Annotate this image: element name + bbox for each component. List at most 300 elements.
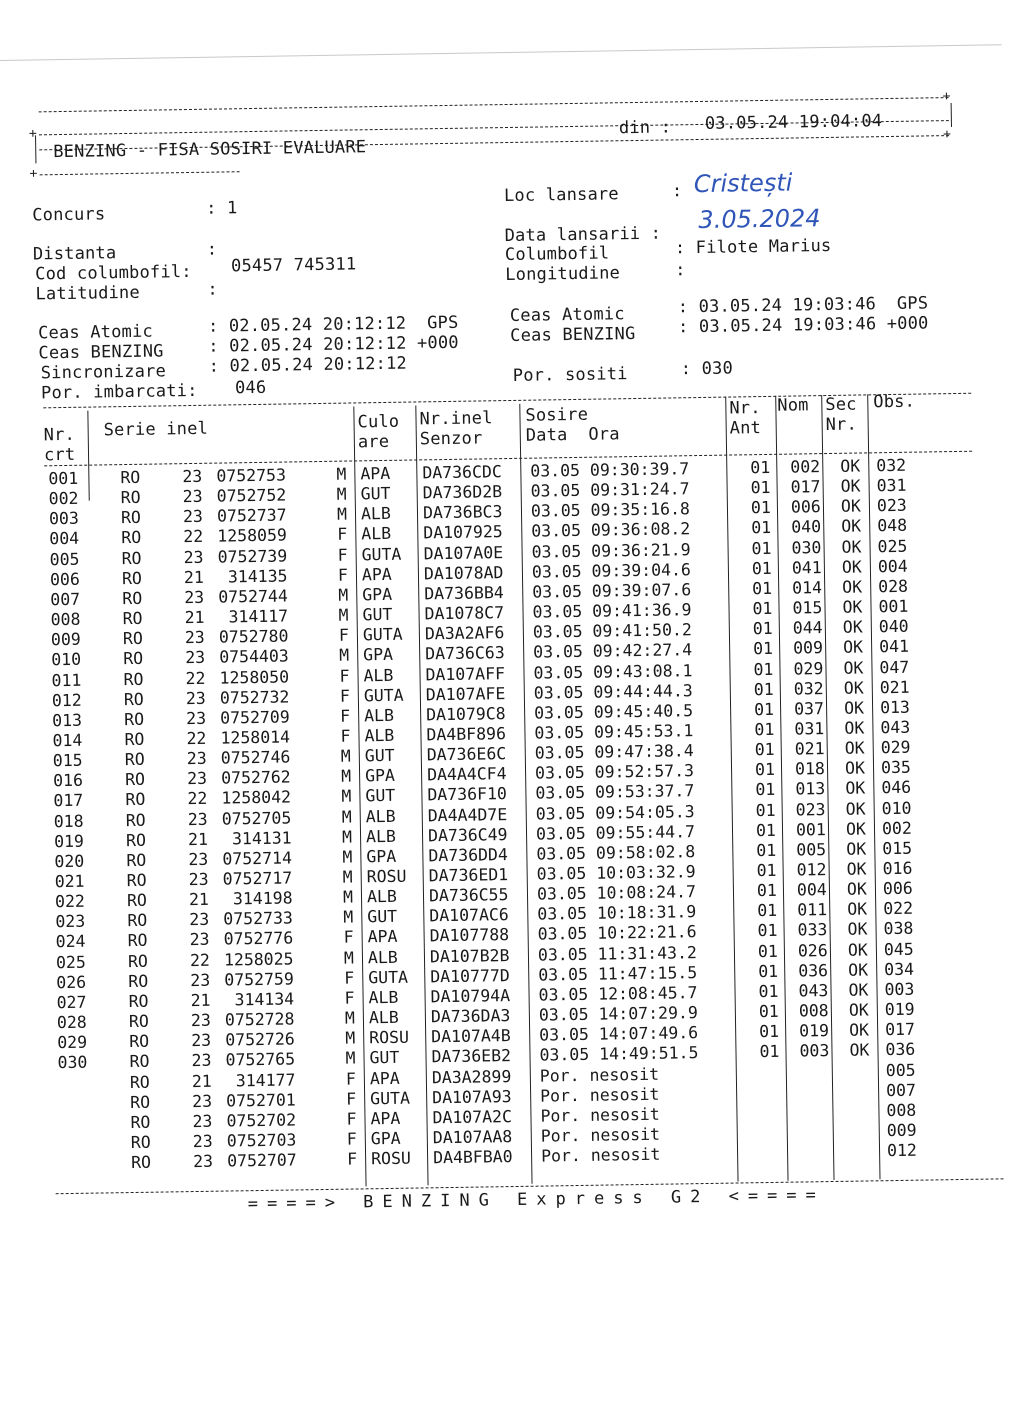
cell-color: ALB	[361, 524, 392, 544]
cell-nr: 007	[50, 589, 81, 610]
cell-sex: M	[339, 645, 350, 666]
cell-color: GUT	[360, 484, 391, 504]
cell-sex: F	[345, 1069, 356, 1089]
cell-nr: 018	[53, 811, 84, 831]
cell-year: 23	[192, 1091, 213, 1111]
cell-sec: OK	[843, 637, 864, 658]
cell-year: 23	[193, 1151, 214, 1172]
cell-senzor: DA736DD4	[428, 844, 508, 866]
cell-color: GUTA	[363, 685, 404, 705]
cell-sex: F	[346, 1129, 357, 1149]
cell-year: 23	[183, 547, 204, 567]
cell-year: 23	[189, 910, 210, 930]
cell-ant: 01	[756, 840, 777, 861]
cell-senzor: DA107AA8	[432, 1126, 513, 1148]
cell-obs: 031	[876, 475, 907, 496]
cell-sex: F	[343, 927, 354, 948]
cell-sosire: 03.05 09:30:39.7	[530, 459, 690, 481]
cell-year: 21	[187, 829, 209, 849]
cell-ant: 01	[751, 518, 772, 538]
cell-nom: 001	[795, 819, 826, 840]
col-nr-inel-senzor: Nr.inel	[419, 408, 493, 430]
cell-sec: OK	[843, 698, 865, 718]
cell-sex: F	[338, 625, 349, 645]
cell-sosire: Por. nesosit	[540, 1104, 660, 1126]
cell-senzor: DA107A2C	[432, 1106, 513, 1128]
cell-obs: 048	[877, 516, 908, 536]
cell-senzor: DA107AC6	[429, 905, 509, 926]
cell-nr: 030	[57, 1053, 88, 1073]
scan-edge-line	[0, 44, 1002, 61]
cell-nr: 026	[56, 972, 87, 992]
cell-nom: 036	[798, 960, 829, 981]
cell-senzor: DA736EB2	[431, 1046, 512, 1067]
cell-ring: 0752714	[222, 848, 293, 869]
cell-obs: 012	[886, 1140, 918, 1161]
cell-obs: 015	[882, 838, 913, 859]
cell-country: RO	[128, 971, 149, 991]
cell-ant: 01	[754, 739, 775, 760]
col-nom: Nom	[777, 395, 809, 416]
cell-year: 23	[192, 1111, 213, 1131]
cell-sosire: 03.05 10:18:31.9	[537, 902, 697, 924]
cell-color: GPA	[362, 584, 393, 605]
cell-nom: 031	[794, 719, 825, 739]
cell-sex: M	[341, 807, 352, 827]
cell-country: RO	[126, 890, 148, 911]
cell-year: 23	[184, 628, 205, 648]
cell-color: ALB	[364, 705, 395, 726]
cell-ring: 314177	[225, 1069, 296, 1091]
ceas-atomic-label: Ceas Atomic	[37, 321, 154, 344]
cell-sex: M	[342, 867, 353, 887]
cell-obs: 043	[880, 717, 911, 738]
cell-ring: 0752705	[221, 808, 292, 829]
cell-sec: OK	[842, 577, 863, 597]
imbarcati-label: Por. imbarcati:	[40, 380, 198, 404]
cell-obs: 017	[885, 1019, 916, 1040]
cell-year: 21	[184, 607, 205, 628]
cell-ring: 0752753	[216, 465, 287, 486]
ceas-atomic-value: : 02.05.24 20:12:12 GPS	[207, 312, 459, 337]
cell-nom: 004	[796, 880, 827, 900]
cell-sosire: 03.05 14:07:49.6	[539, 1023, 699, 1045]
cell-senzor: DA107AFF	[425, 663, 506, 684]
cell-sosire: 03.05 09:52:57.3	[534, 761, 695, 783]
cell-nom: 006	[790, 497, 821, 517]
cell-ant: 01	[756, 881, 777, 901]
cell-ant: 01	[759, 1022, 780, 1042]
cell-color: GUTA	[368, 967, 409, 988]
report-title: BENZING - FISA SOSIRI EVALUARE	[53, 137, 367, 163]
concurs-label: Concurs	[32, 204, 106, 226]
cell-sec: OK	[845, 778, 866, 799]
cell-year: 21	[183, 567, 204, 587]
cell-sosire: 03.05 09:44:44.3	[533, 680, 693, 703]
cell-nr: 016	[53, 770, 84, 791]
cell-nr: 022	[54, 891, 86, 912]
cell-ring: 0752737	[216, 505, 287, 526]
cell-ant: 01	[754, 760, 776, 780]
data-lansarii-handwritten: 3.05.2024	[698, 204, 821, 235]
cell-year: 23	[190, 970, 211, 990]
cell-nr: 005	[49, 549, 80, 569]
cell-ring: 314198	[222, 888, 293, 909]
cell-country: RO	[121, 548, 142, 568]
cell-ring: 314135	[217, 566, 288, 587]
cell-color: GPA	[366, 846, 397, 867]
cell-ring: 0754403	[219, 646, 289, 667]
sositi-label: Por. sositi	[512, 364, 628, 386]
cell-sex: M	[336, 484, 347, 504]
cell-senzor: DA1078AD	[423, 562, 504, 584]
cell-sec: OK	[847, 919, 868, 940]
cell-nr: 028	[56, 1012, 87, 1033]
cod-columbofil-label: Cod columbofil:	[35, 261, 192, 285]
cell-year: 23	[182, 466, 203, 487]
cell-senzor: DA4A4D7E	[427, 804, 508, 825]
cell-color: GUT	[369, 1048, 400, 1068]
cell-senzor: DA1079C8	[426, 703, 506, 725]
cell-nom: 013	[795, 779, 826, 799]
cell-ring: 0752707	[226, 1150, 297, 1171]
cell-sex: F	[337, 565, 349, 585]
cell-country: RO	[124, 749, 145, 770]
cell-obs: 046	[881, 778, 912, 798]
cell-ring: 0752732	[219, 687, 290, 708]
cell-sosire: 03.05 09:55:44.7	[535, 821, 696, 844]
cell-ring: 0752703	[226, 1130, 297, 1151]
cell-sex: F	[339, 686, 350, 706]
cell-senzor: DA107A0E	[423, 542, 504, 563]
cell-nr: 017	[53, 791, 84, 811]
cell-country: RO	[123, 669, 144, 689]
cell-year: 23	[186, 769, 208, 789]
data-lansarii-label: Data lansarii :	[504, 223, 662, 247]
cell-ant: 01	[752, 598, 773, 619]
cell-year: 21	[191, 1071, 212, 1091]
cell-ant: 01	[756, 860, 777, 881]
cell-sex: M	[340, 766, 352, 786]
cell-ring: 1258025	[223, 949, 294, 970]
footer-banner: ====> BENZING Express G2 <====	[247, 1185, 825, 1215]
cell-ring: 0752752	[216, 485, 287, 506]
cell-color: ALB	[368, 987, 399, 1008]
cell-nr: 011	[51, 670, 82, 690]
cell-ant: 01	[755, 780, 776, 800]
cell-year: 23	[182, 507, 204, 527]
ceas-benzing-right-value: : 03.05.24 19:03:46 +000	[677, 313, 929, 338]
cell-senzor: DA4BFBA0	[432, 1147, 513, 1168]
cell-sosire: 03.05 09:45:40.5	[533, 700, 694, 723]
cell-country: RO	[120, 467, 141, 488]
cell-nom: 032	[793, 678, 824, 699]
cell-country: RO	[120, 508, 142, 528]
cell-sosire: 03.05 09:41:36.9	[532, 600, 692, 622]
cell-ant: 01	[754, 719, 775, 740]
header-bottom-rule	[40, 171, 240, 175]
cell-sosire: 03.05 11:47:15.5	[538, 962, 698, 985]
cell-ant: 01	[750, 457, 771, 478]
cell-sosire: 03.05 09:45:53.1	[534, 721, 694, 743]
longitudine-label: Longitudine	[505, 263, 621, 286]
cell-sec: OK	[842, 597, 863, 617]
cell-ant: 01	[759, 1042, 780, 1062]
cell-obs: 013	[879, 697, 911, 718]
cell-ring: 0752739	[217, 546, 288, 567]
cell-obs: 010	[881, 798, 912, 818]
cell-nom: 021	[794, 739, 825, 759]
cell-sosire: 03.05 09:58:02.8	[536, 841, 696, 864]
cell-ring: 0752759	[224, 969, 294, 990]
cell-country: RO	[122, 608, 143, 629]
cell-color: ALB	[367, 947, 398, 967]
cell-year: 23	[191, 1051, 212, 1071]
cell-sex: M	[345, 1028, 356, 1048]
columbofil-value: : Filote Marius	[674, 235, 832, 259]
cell-senzor: DA107A93	[432, 1086, 512, 1107]
cell-country: RO	[125, 810, 146, 830]
cell-ring: 0752702	[226, 1110, 297, 1131]
columbofil-label: Columbofil	[504, 243, 610, 266]
cell-year: 22	[185, 668, 206, 688]
cell-sosire: 03.05 11:31:43.2	[537, 942, 698, 965]
cell-senzor: DA3A2899	[431, 1066, 512, 1087]
cell-sec: OK	[840, 456, 861, 476]
cell-country: RO	[129, 1072, 150, 1092]
cell-sex: F	[344, 988, 355, 1008]
cell-ring: 314134	[224, 989, 295, 1010]
ceas-atomic-right-label: Ceas Atomic	[509, 304, 625, 326]
ceas-benzing-label: Ceas BENZING	[38, 341, 164, 364]
cell-nr: 004	[49, 529, 80, 549]
cell-color: APA	[367, 927, 398, 947]
cell-country: RO	[121, 568, 143, 588]
cell-year: 23	[184, 587, 205, 608]
cell-obs: 006	[882, 878, 913, 899]
cell-color: ALB	[360, 504, 391, 524]
cell-year: 23	[185, 648, 206, 668]
cell-ant: 01	[753, 659, 774, 679]
cell-senzor: DA3A2AF6	[424, 623, 505, 644]
cell-sosire: 03.05 09:43:08.1	[533, 660, 693, 683]
cell-sex: M	[338, 585, 349, 605]
cell-obs: 025	[877, 536, 908, 556]
cell-country: RO	[127, 911, 148, 931]
cell-obs: 004	[877, 556, 908, 576]
cell-nr: 014	[52, 730, 83, 751]
cell-nom: 041	[791, 557, 822, 578]
cell-obs: 045	[883, 939, 914, 959]
cell-sec: OK	[848, 960, 869, 980]
cell-year: 23	[189, 930, 210, 950]
cell-obs: 005	[885, 1060, 916, 1080]
cell-sex: M	[341, 827, 353, 847]
cell-nom: 018	[794, 759, 826, 779]
cell-sec: OK	[848, 980, 869, 1000]
cell-nr: 012	[51, 690, 82, 710]
cell-sex: M	[343, 948, 355, 968]
cell-sosire: 03.05 09:35:16.8	[530, 499, 691, 521]
cell-ring: 0752762	[220, 767, 291, 788]
cell-obs: 001	[878, 596, 909, 617]
col-sec-nr: Sec	[825, 394, 857, 416]
cell-nom: 012	[796, 860, 827, 880]
cell-ring: 0752780	[218, 626, 289, 647]
cell-ring: 0752728	[224, 1009, 295, 1030]
cell-senzor: DA736E6C	[426, 744, 507, 765]
cell-year: 21	[188, 889, 210, 910]
cell-color: ALB	[364, 725, 395, 746]
cell-sosire: Por. nesosit	[540, 1124, 661, 1146]
cell-nom: 003	[799, 1041, 830, 1061]
cell-obs: 047	[879, 657, 910, 677]
cell-ant: 01	[757, 921, 778, 941]
cell-sex: M	[344, 1008, 356, 1028]
cell-nom: 017	[790, 477, 821, 497]
cell-obs: 021	[879, 677, 910, 697]
cell-country: RO	[120, 487, 141, 508]
cell-obs: 023	[876, 496, 907, 516]
cell-sosire: 03.05 10:03:32.9	[536, 862, 696, 884]
cell-color: GUTA	[370, 1088, 411, 1108]
cell-ring: 1258014	[220, 727, 291, 748]
cell-ant: 01	[752, 578, 773, 599]
cell-nr: 002	[48, 488, 79, 509]
cell-senzor: DA10794A	[430, 985, 511, 1007]
cell-sosire: 03.05 09:54:05.3	[535, 801, 695, 824]
cell-year: 23	[185, 688, 206, 708]
cell-ring: 314117	[218, 606, 289, 627]
print-date-value: 03.05.24 19:04:04	[704, 111, 883, 134]
cell-sosire: 03.05 09:39:07.6	[532, 580, 692, 602]
cell-country: RO	[128, 991, 149, 1011]
cell-sec: OK	[848, 1000, 869, 1020]
cell-sec: OK	[847, 940, 868, 960]
cell-sosire: Por. nesosit	[539, 1064, 660, 1086]
cell-nom: 030	[791, 537, 822, 558]
cell-year: 23	[188, 849, 209, 869]
cell-country: RO	[125, 830, 147, 850]
cell-sec: OK	[841, 537, 862, 557]
cell-obs: 040	[878, 616, 909, 637]
cell-nom: 005	[796, 839, 827, 860]
imbarcati-value: 046	[234, 377, 267, 399]
cell-sec: OK	[844, 738, 865, 758]
cell-year: 23	[187, 809, 208, 829]
cell-nom: 008	[798, 1001, 829, 1021]
cell-color: APA	[369, 1068, 400, 1088]
cell-year: 23	[182, 486, 203, 507]
cell-nr: 024	[55, 932, 86, 952]
cell-sosire: 03.05 14:49:51.5	[539, 1043, 699, 1065]
concurs-value: : 1	[206, 198, 238, 219]
cell-sec: OK	[844, 718, 865, 738]
cell-sosire: Por. nesosit	[540, 1144, 661, 1166]
cell-nom: 009	[793, 638, 824, 658]
cell-color: ALB	[365, 806, 396, 826]
cell-ring: 0752717	[222, 868, 293, 889]
cell-sec: OK	[845, 819, 867, 839]
cell-ant: 01	[757, 941, 778, 961]
cell-year: 23	[190, 1010, 211, 1031]
cell-sosire: Por. nesosit	[540, 1084, 660, 1106]
cell-obs: 003	[884, 979, 915, 1000]
cell-sec: OK	[840, 476, 861, 496]
cell-ring: 0752776	[223, 928, 294, 949]
cell-country: RO	[123, 649, 144, 669]
cell-sosire: 03.05 09:47:38.4	[534, 741, 694, 763]
cell-sec: OK	[844, 758, 866, 779]
cell-sex: M	[340, 746, 351, 766]
cell-country: RO	[129, 1052, 150, 1072]
cell-nom: 029	[793, 658, 824, 679]
cell-obs: 041	[879, 637, 910, 657]
cell-nom: 015	[792, 598, 823, 618]
col-nr-ant: Nr.	[729, 398, 761, 419]
cell-senzor: DA107925	[423, 522, 503, 543]
cell-color: GPA	[363, 645, 394, 665]
cell-sex: M	[345, 1048, 356, 1069]
cell-nr: 021	[54, 871, 85, 892]
cell-country: RO	[126, 850, 147, 870]
cell-sosire: 03.05 10:22:21.6	[537, 922, 697, 945]
cell-obs: 028	[878, 576, 909, 597]
cell-ring: 1258042	[221, 787, 292, 808]
cell-senzor: DA4A4CF4	[426, 764, 507, 785]
cell-nr: 006	[49, 569, 80, 589]
cell-nom: 011	[797, 900, 828, 920]
cell-country: RO	[130, 1112, 151, 1132]
cell-sex: F	[337, 525, 348, 545]
cell-sex: F	[346, 1149, 358, 1169]
cell-sec: OK	[849, 1040, 870, 1061]
cell-color: GUT	[365, 786, 396, 806]
ceas-atomic-right-value: : 03.05.24 19:03:46 GPS	[677, 293, 929, 318]
cell-ring: 314131	[221, 828, 292, 849]
cell-color: GPA	[370, 1128, 401, 1149]
cell-color: ALB	[363, 665, 394, 685]
col-nr-crt: Nr.	[43, 424, 76, 446]
cell-obs: 009	[886, 1120, 917, 1141]
distanta-label: Distanta	[32, 243, 117, 265]
cell-year: 22	[183, 527, 204, 547]
cell-color: GUTA	[361, 544, 402, 564]
cell-nr: 025	[55, 952, 86, 972]
cell-senzor: DA736ED1	[428, 865, 509, 886]
col-culoare: Culo	[357, 411, 400, 433]
cell-sex: M	[336, 504, 348, 525]
cell-nr: 023	[55, 912, 86, 932]
cell-sex: M	[342, 887, 354, 907]
cell-country: RO	[126, 870, 147, 891]
cell-senzor: DA107A4B	[431, 1026, 511, 1047]
cell-sosire: 03.05 09:36:08.2	[531, 519, 691, 542]
cell-color: ALB	[368, 1007, 399, 1028]
cell-sex: M	[336, 464, 347, 484]
cell-obs: 035	[880, 757, 912, 778]
ceas-benzing-value: : 02.05.24 20:12:12 +000	[208, 332, 459, 357]
cell-country: RO	[127, 931, 148, 951]
cell-country: RO	[125, 790, 146, 810]
cell-year: 22	[187, 789, 208, 809]
cell-obs: 029	[880, 737, 911, 758]
cell-country: RO	[128, 1011, 149, 1032]
cell-ant: 01	[750, 478, 771, 498]
cell-color: ROSU	[366, 866, 407, 887]
cell-country: RO	[124, 770, 146, 790]
cell-color: ALB	[366, 886, 397, 907]
